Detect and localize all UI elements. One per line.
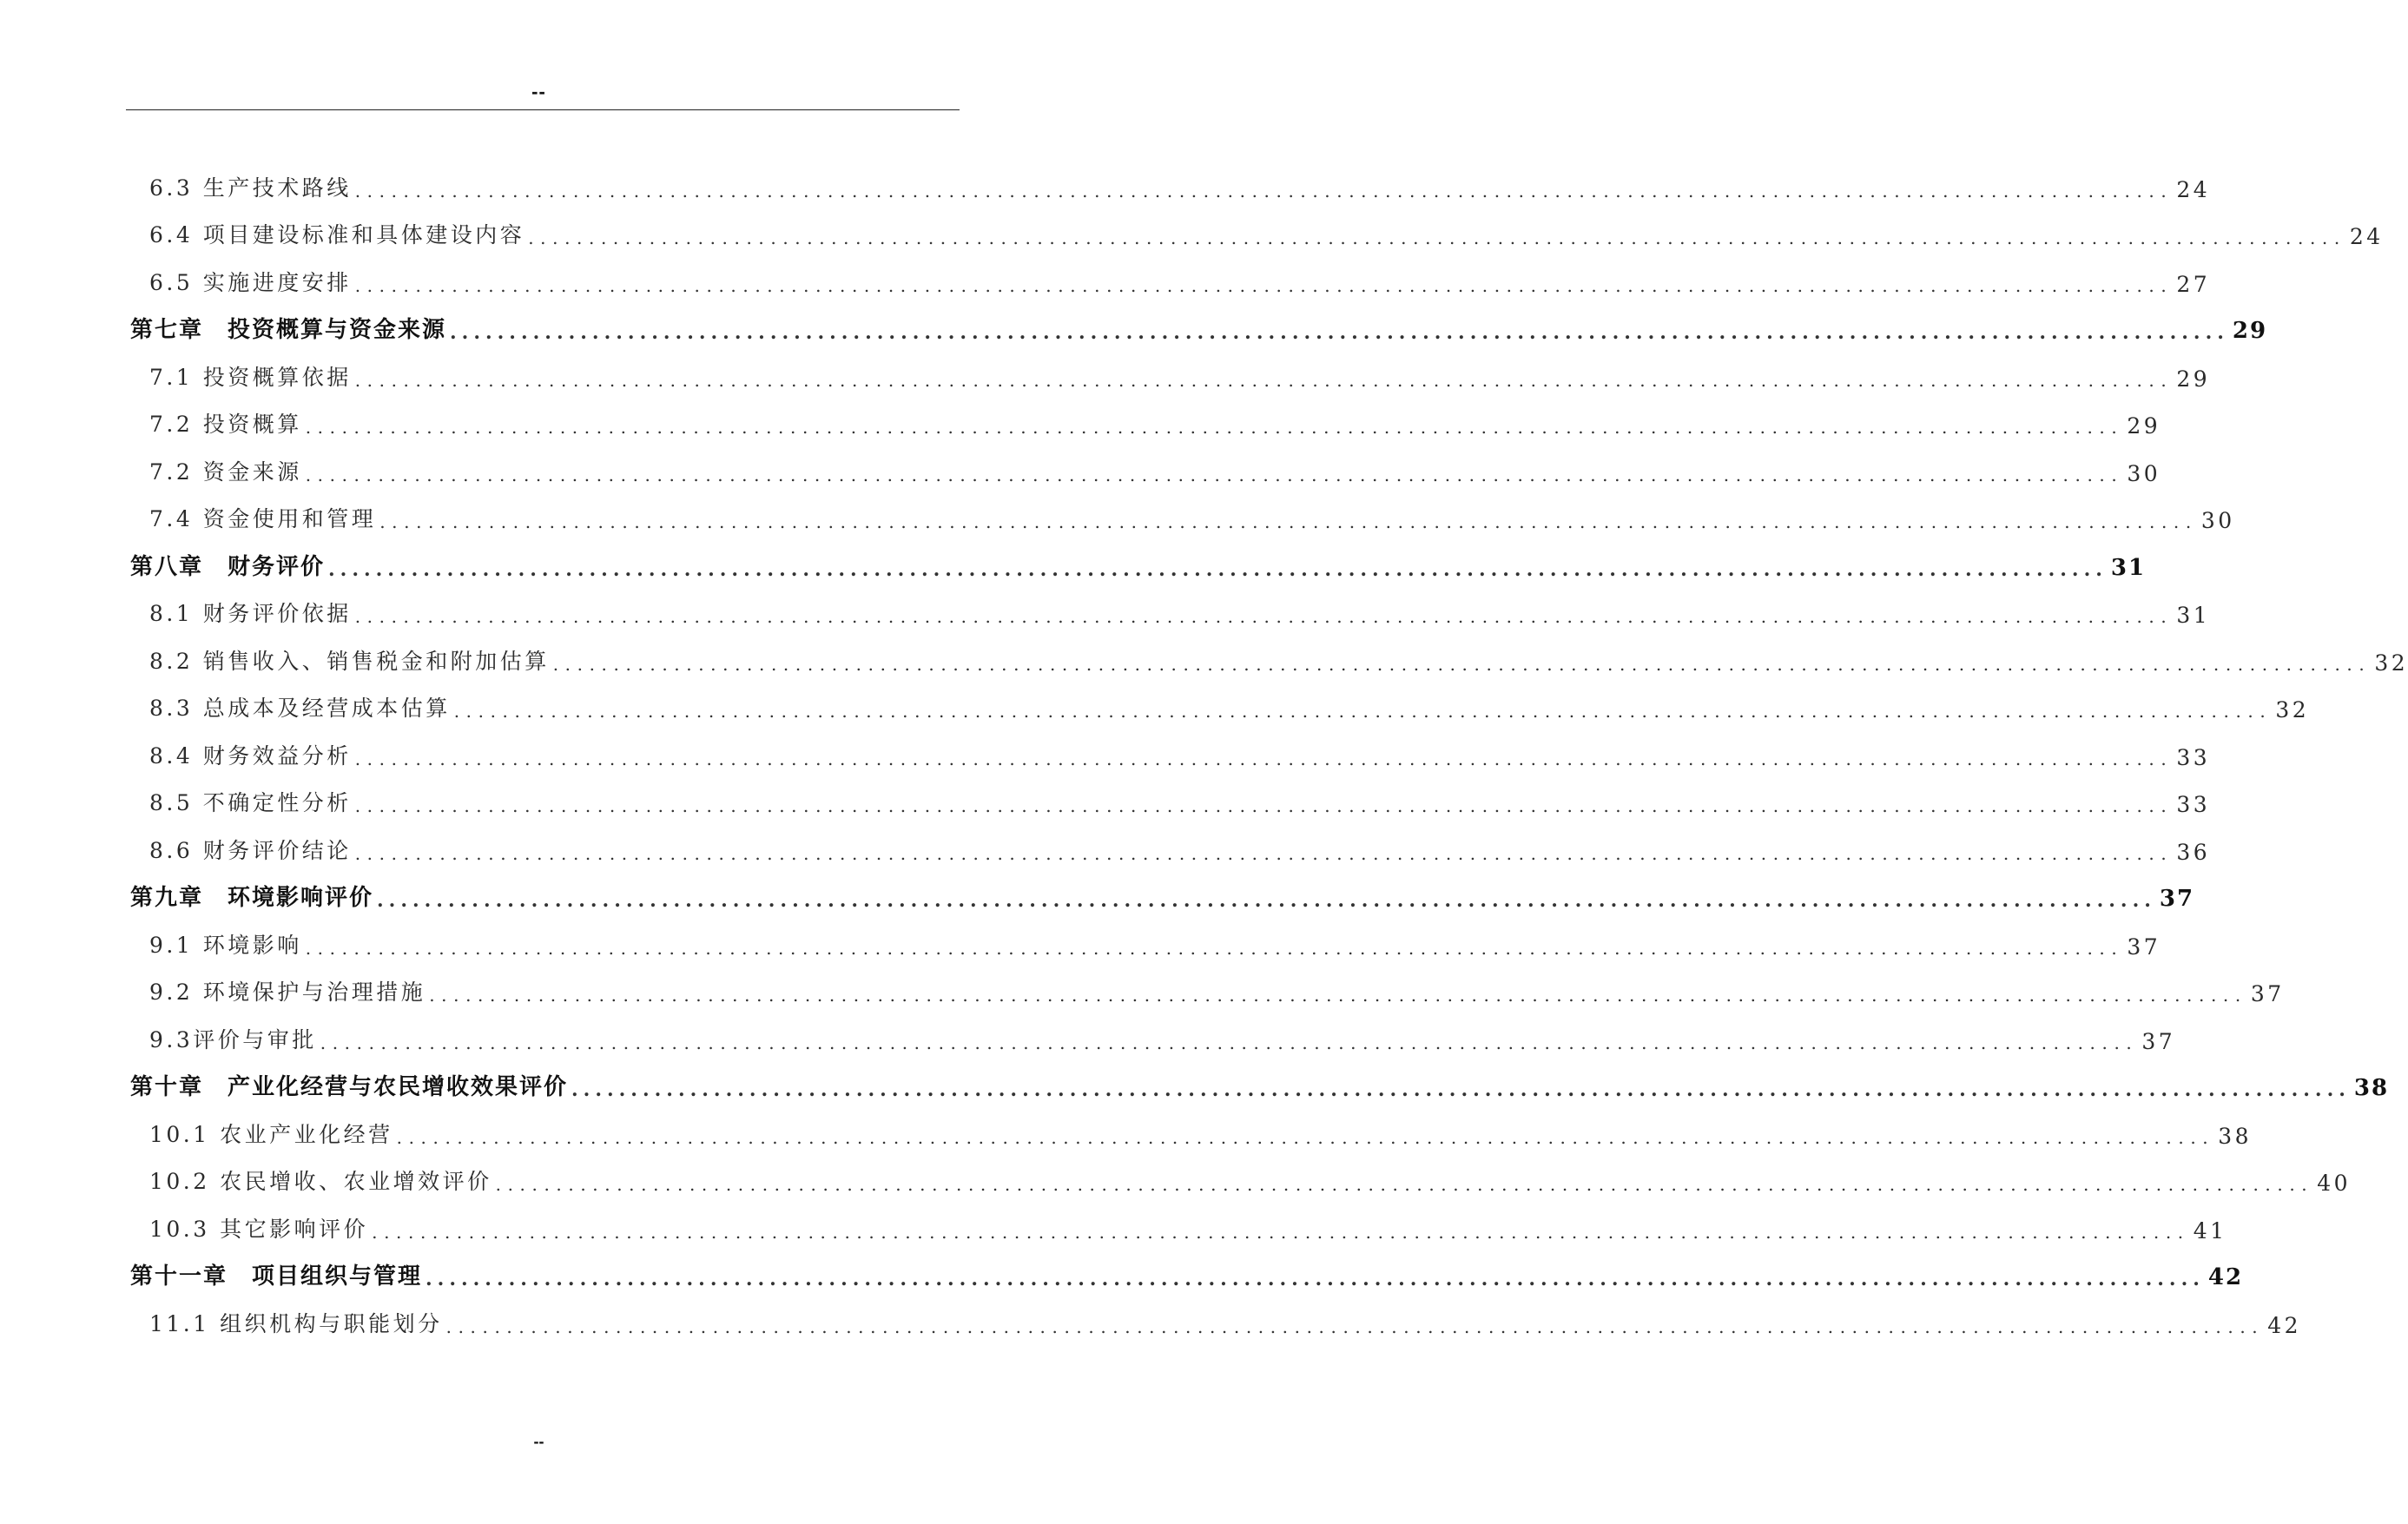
- toc-chapter-entry[interactable]: [130, 538, 2147, 586]
- toc-entry-title: 8.5 不确定性分析: [149, 790, 352, 815]
- toc-dot-leader: ......................................................................................................................................................: [372, 1221, 2190, 1243]
- toc-section-entry[interactable]: [130, 681, 2310, 729]
- toc-entry-title: 9.2 环境保护与治理措施: [149, 980, 426, 1005]
- toc-dot-leader: ......................................................................................................................................................: [305, 464, 2124, 485]
- toc-section-entry[interactable]: [130, 349, 2211, 397]
- toc-page-number: 37: [2141, 1028, 2176, 1054]
- toc-chapter-entry[interactable]: [130, 870, 2195, 918]
- header-rule: [126, 109, 960, 110]
- toc-dot-leader: ......................................................................................................................................................: [379, 511, 2198, 532]
- toc-entry-title: 10.2 农民增收、农业增效评价: [149, 1169, 492, 1194]
- toc-dot-leader: ......................................................................................................................................................: [305, 937, 2124, 959]
- toc-section-entry[interactable]: [130, 397, 2161, 445]
- toc-section-entry[interactable]: [130, 1296, 2302, 1343]
- toc-dot-leader: ......................................................................................................................................................: [495, 1174, 2314, 1195]
- toc-page-number: 32: [2275, 697, 2310, 722]
- toc-section-entry[interactable]: [130, 492, 2235, 539]
- toc-entry-title: 11.1 组织机构与职能划分: [149, 1310, 443, 1336]
- toc-page-number: 37: [2250, 981, 2285, 1006]
- toc-page-number: 29: [2176, 366, 2211, 392]
- toc-page-number: 37: [2127, 934, 2161, 960]
- toc-page-number: 33: [2176, 744, 2211, 770]
- toc-dot-leader: ......................................................................................................................................................: [354, 369, 2174, 391]
- toc-page-number: 37: [2159, 886, 2195, 912]
- toc-entry-title: 8.4 财务效益分析: [149, 742, 352, 769]
- toc-entry-title: 8.1 财务评价依据: [149, 601, 352, 626]
- toc-entry-title: 第十章 产业化经营与农民增收效果评价: [130, 1074, 569, 1100]
- toc-entry-title: 8.3 总成本及经营成本估算: [149, 696, 451, 721]
- toc-dot-leader: ......................................................................................................................................................: [354, 274, 2174, 296]
- toc-entry-title: 6.4 项目建设标准和具体建设内容: [149, 222, 525, 247]
- toc-page-number: 40: [2317, 1171, 2352, 1196]
- toc-dot-leader: ......................................................................................................................................................: [552, 653, 2372, 675]
- toc-section-entry[interactable]: [130, 160, 2211, 208]
- toc-section-entry[interactable]: [130, 1106, 2253, 1154]
- toc-entry-title: 9.1 环境影响: [149, 932, 302, 958]
- toc-page-number: 27: [2176, 271, 2211, 297]
- toc-chapter-entry[interactable]: [130, 1059, 2390, 1107]
- toc-dot-leader: ......................................................................................................................................................: [354, 842, 2174, 864]
- toc-dot-leader: ......................................................................................................................................................: [354, 748, 2174, 769]
- toc-entry-title: 8.2 销售收入、销售税金和附加估算: [149, 648, 550, 674]
- toc-page-number: 38: [2218, 1123, 2253, 1149]
- toc-entry-title: 第七章 投资概算与资金来源: [130, 317, 447, 343]
- toc-dot-leader: ......................................................................................................................................................: [571, 1079, 2351, 1101]
- toc-section-entry[interactable]: [130, 1201, 2227, 1249]
- toc-page-number: 24: [2349, 224, 2384, 249]
- toc-entry-title: 10.1 农业产业化经营: [149, 1121, 393, 1147]
- toc-section-entry[interactable]: [130, 586, 2211, 634]
- toc-section-entry[interactable]: [130, 444, 2161, 492]
- toc-page-number: 30: [2127, 460, 2161, 486]
- toc-page-number: 31: [2176, 603, 2211, 628]
- toc-page-number: 42: [2267, 1312, 2302, 1338]
- toc-section-entry[interactable]: [130, 775, 2211, 823]
- toc-page-number: 38: [2353, 1075, 2390, 1101]
- page-footer: --: [533, 1433, 544, 1450]
- toc-page-number: 33: [2176, 792, 2211, 817]
- toc-section-entry[interactable]: [130, 1154, 2352, 1202]
- toc-page-number: 31: [2110, 554, 2147, 581]
- toc-dot-leader: ......................................................................................................................................................: [354, 795, 2174, 816]
- table-of-contents: [130, 160, 2408, 1343]
- toc-entry-title: 第九章 环境影响评价: [130, 885, 374, 911]
- toc-page-number: 42: [2207, 1264, 2244, 1290]
- toc-entry-title: 7.2 投资概算: [149, 412, 302, 437]
- toc-section-entry[interactable]: [130, 254, 2211, 302]
- toc-entry-title: 6.3 生产技术路线: [149, 175, 352, 201]
- toc-dot-leader: ......................................................................................................................................................: [305, 417, 2124, 438]
- toc-section-entry[interactable]: [130, 1012, 2176, 1059]
- toc-entry-title: 第八章 财务评价: [130, 553, 326, 580]
- toc-entry-title: 7.4 资金使用和管理: [149, 506, 377, 531]
- toc-entry-title: 8.6 财务评价结论: [149, 837, 352, 863]
- toc-entry-title: 9.3评价与审批: [149, 1026, 317, 1052]
- toc-section-entry[interactable]: [130, 728, 2211, 775]
- toc-section-entry[interactable]: [130, 633, 2408, 681]
- toc-page-number: 30: [2200, 508, 2235, 533]
- toc-page-number: 24: [2176, 176, 2211, 202]
- toc-entry-title: 6.5 实施进度安排: [149, 269, 352, 295]
- toc-dot-leader: ......................................................................................................................................................: [528, 228, 2346, 248]
- toc-section-entry[interactable]: [130, 965, 2285, 1013]
- toc-page-number: 29: [2232, 318, 2268, 344]
- toc-dot-leader: ......................................................................................................................................................: [426, 1268, 2205, 1290]
- toc-page-number: 29: [2127, 413, 2161, 439]
- toc-dot-leader: ......................................................................................................................................................: [429, 985, 2247, 1006]
- toc-dot-leader: ......................................................................................................................................................: [445, 1316, 2265, 1337]
- toc-dot-leader: ......................................................................................................................................................: [320, 1032, 2139, 1053]
- toc-dot-leader: ......................................................................................................................................................: [453, 701, 2273, 722]
- toc-section-entry[interactable]: [130, 822, 2211, 870]
- toc-section-entry[interactable]: [130, 208, 2384, 255]
- toc-chapter-entry[interactable]: [130, 1249, 2244, 1296]
- toc-section-entry[interactable]: [130, 917, 2161, 965]
- toc-entry-title: 7.1 投资概算依据: [149, 364, 352, 390]
- toc-page-number: 36: [2176, 839, 2211, 865]
- toc-dot-leader: ......................................................................................................................................................: [396, 1126, 2215, 1148]
- toc-entry-title: 第十一章 项目组织与管理: [130, 1263, 423, 1290]
- toc-dot-leader: ......................................................................................................................................................: [450, 321, 2229, 344]
- toc-dot-leader: ......................................................................................................................................................: [354, 180, 2174, 201]
- toc-dot-leader: ......................................................................................................................................................: [354, 606, 2174, 627]
- toc-page-number: 32: [2374, 650, 2408, 676]
- toc-page-number: 41: [2193, 1217, 2227, 1244]
- toc-dot-leader: ......................................................................................................................................................: [328, 557, 2108, 581]
- toc-entry-title: 10.3 其它影响评价: [149, 1216, 369, 1242]
- toc-entry-title: 7.2 资金来源: [149, 459, 302, 485]
- toc-dot-leader: ......................................................................................................................................................: [377, 889, 2156, 912]
- toc-chapter-entry[interactable]: [130, 302, 2268, 350]
- page-header: --: [531, 81, 546, 102]
